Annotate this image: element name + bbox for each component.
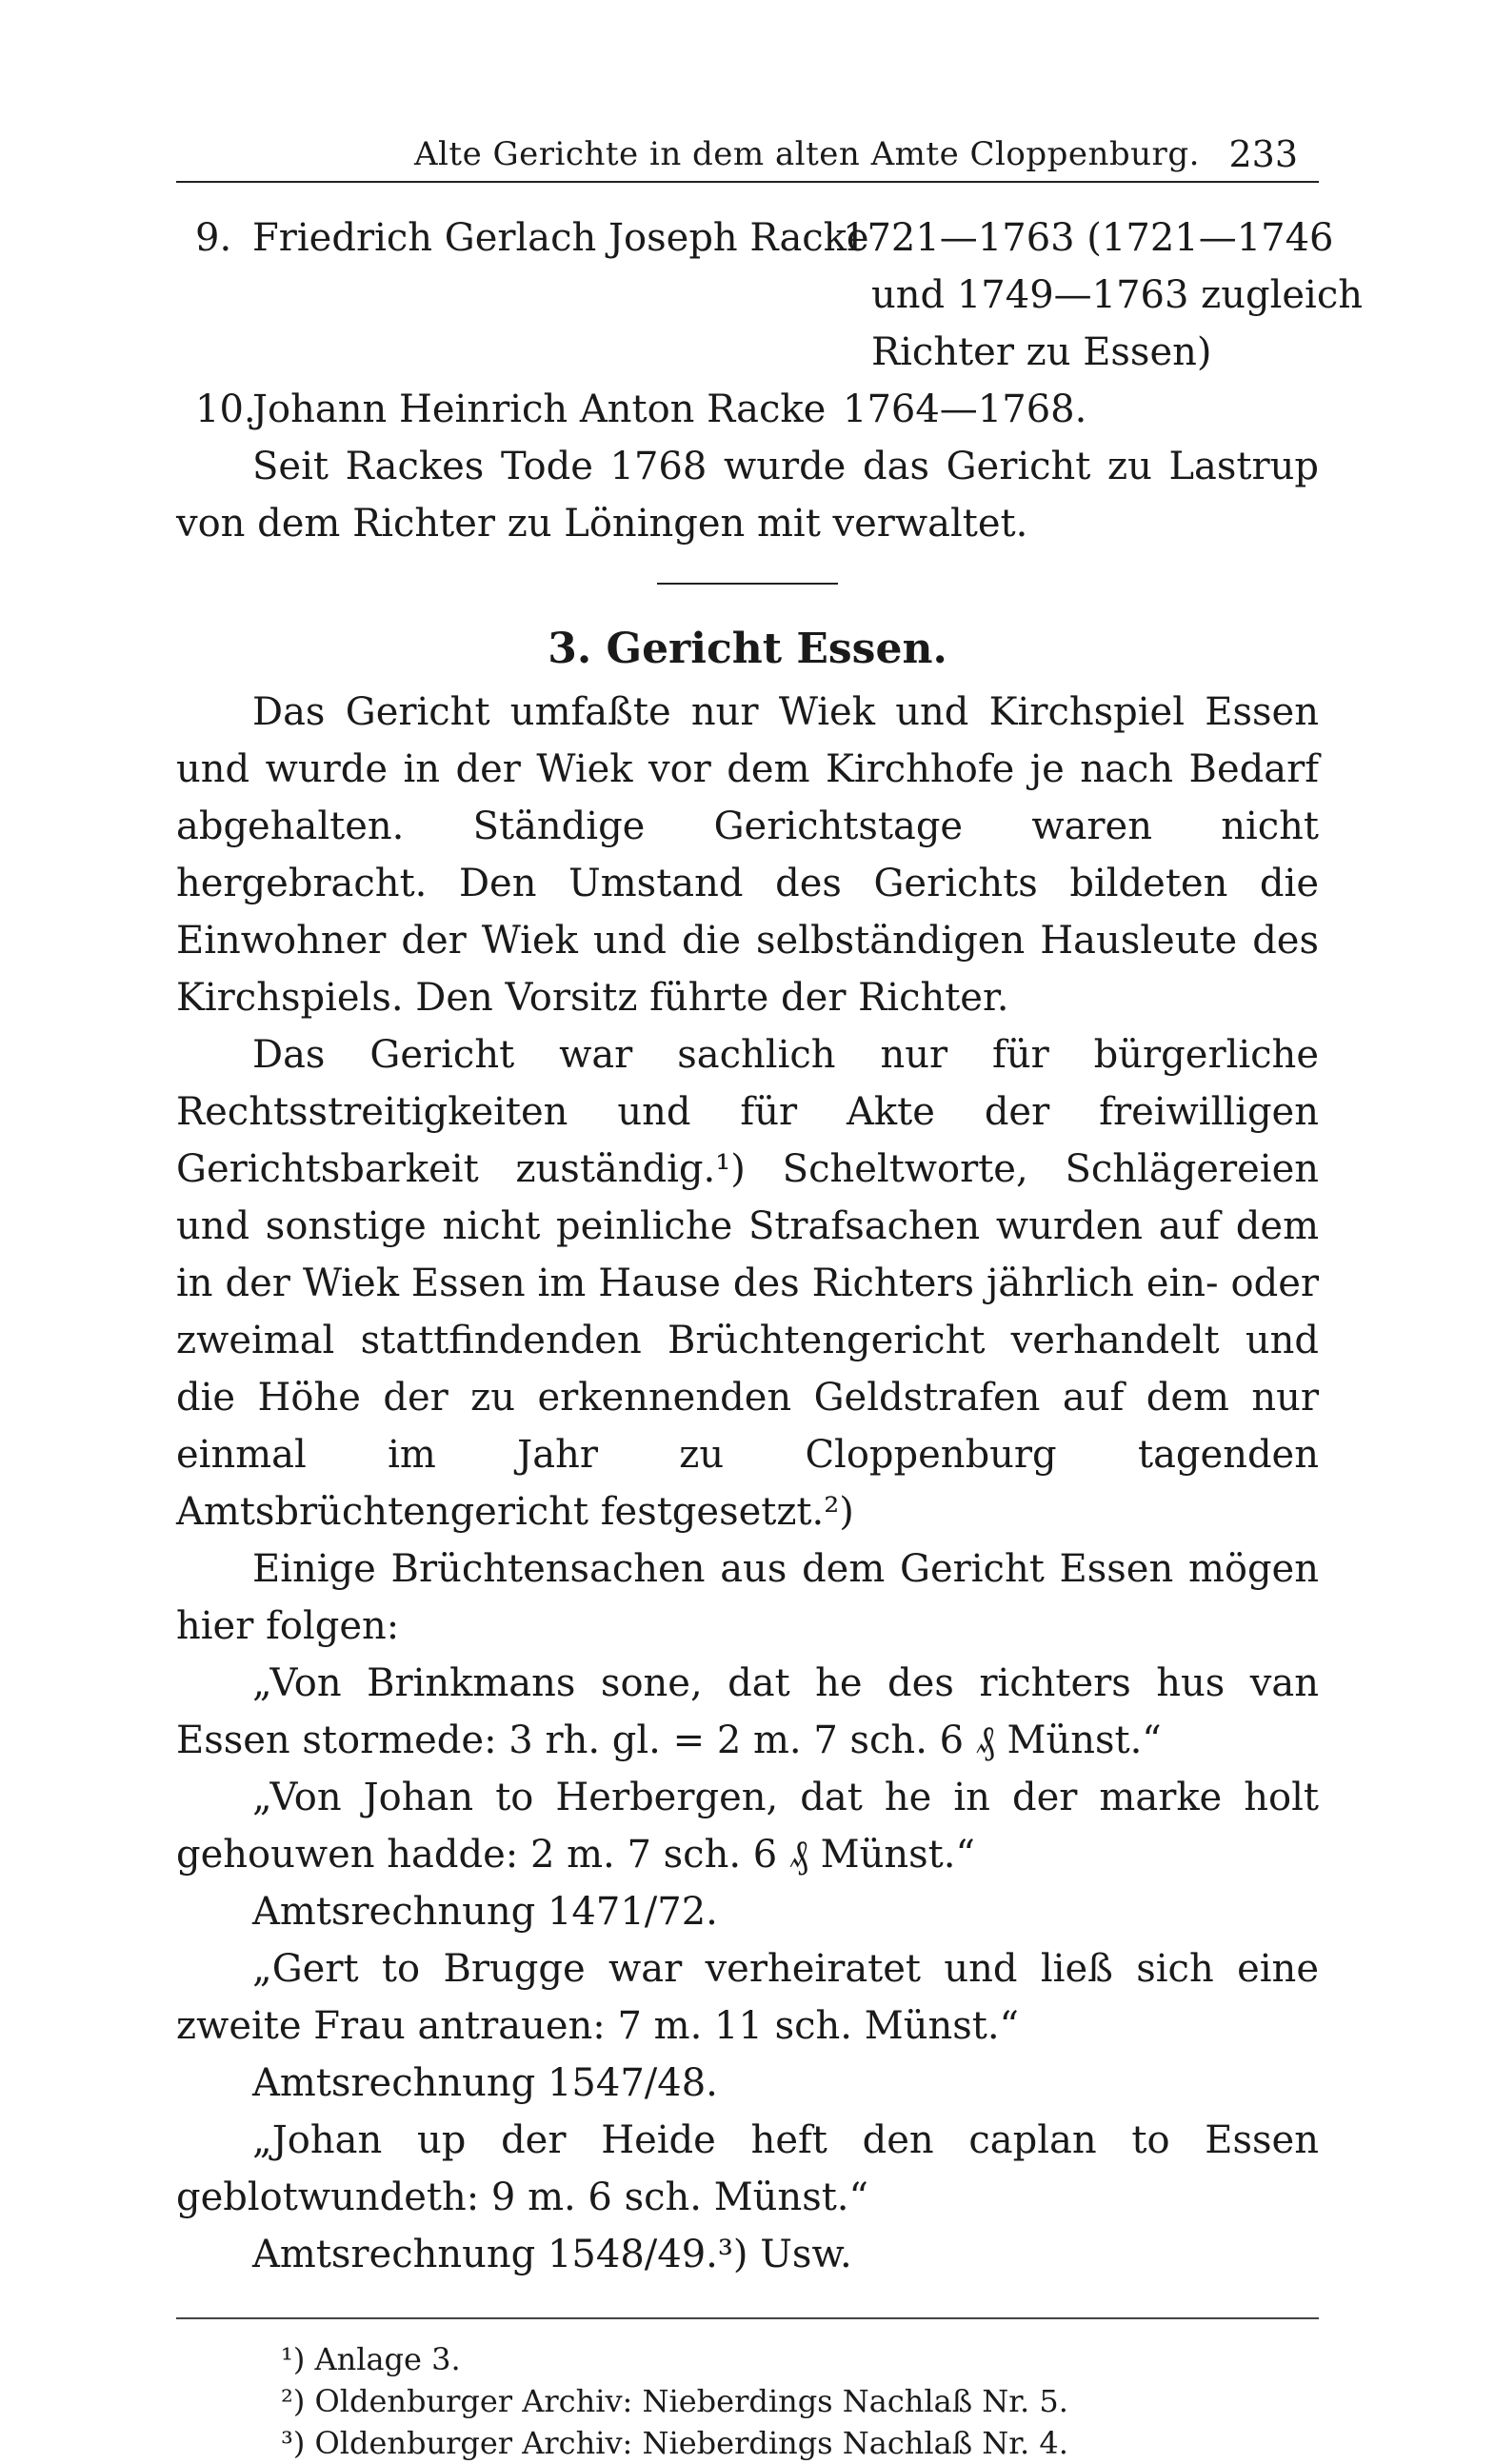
entry-years: 1764—1768. bbox=[843, 387, 1087, 431]
quote: „Von Brinkmans sone, dat he des richters hus van Essen stormede: 3 rh. gl. = 2 m. 7 sch. 6 ₰ Münst.“ bbox=[176, 1661, 1319, 1762]
page-number: 233 bbox=[1228, 133, 1298, 175]
entry-continuation: und 1749—1763 zugleich bbox=[871, 273, 1364, 317]
paragraph: Einige Brüchtensachen aus dem Gericht Essen mögen hier folgen: bbox=[176, 1547, 1319, 1648]
list-item bbox=[176, 381, 1319, 438]
quote-source: Amtsrechnung 1547/48. bbox=[252, 2061, 718, 2105]
quote: „Johan up der Heide heft den caplan to Essen geblotwundeth: 9 m. 6 sch. Münst.“ bbox=[176, 2118, 1319, 2219]
entry-number: 10. bbox=[195, 387, 256, 431]
section-title: 3. Gericht Essen. bbox=[548, 625, 947, 673]
quote: „Von Johan to Herbergen, dat he in der marke holt gehouwen hadde: 2 m. 7 sch. 6 ₰ Münst.“ bbox=[176, 1776, 1319, 1877]
footnote: ²) Oldenburger Archiv: Nieberdings Nachlaß Nr. 5. bbox=[281, 2383, 1068, 2419]
entry-years: 1721—1763 (1721—1746 bbox=[843, 216, 1334, 260]
quote-source: Amtsrechnung 1471/72. bbox=[252, 1890, 718, 1934]
entry-name: Johann Heinrich Anton Racke bbox=[252, 387, 827, 431]
section-divider bbox=[657, 583, 838, 585]
entry-continuation: Richter zu Essen) bbox=[871, 330, 1212, 374]
footnote: ¹) Anlage 3. bbox=[281, 2341, 461, 2377]
entry-name: Friedrich Gerlach Joseph Racke bbox=[252, 216, 869, 260]
footnote: ³) Oldenburger Archiv: Nieberdings Nachlaß Nr. 4. bbox=[281, 2425, 1068, 2461]
running-title: Alte Gerichte in dem alten Amte Cloppenburg. bbox=[414, 135, 1200, 173]
page bbox=[176, 124, 1364, 2464]
paragraph: Das Gericht umfaßte nur Wiek und Kirchspiel Essen und wurde in der Wiek vor dem Kirchhofe je nach Bedarf abgehalten. Ständige Gerichtstage waren nicht hergebracht. Den Umstand des Gerichts bildeten die Einwohner der Wiek und die selbständigen Hausleute des Kirchspiels. Den Vorsitz führte der Richter. bbox=[176, 690, 1319, 1020]
quote-source: Amtsrechnung 1548/49.³) Usw. bbox=[252, 2233, 852, 2276]
paragraph: Seit Rackes Tode 1768 wurde das Gericht zu Lastrup von dem Richter zu Löningen mit verwaltet. bbox=[176, 445, 1319, 546]
footnotes bbox=[176, 2317, 1319, 2464]
page-header bbox=[176, 124, 1319, 183]
entry-number: 9. bbox=[195, 216, 232, 260]
quote: „Gert to Brugge war verheiratet und ließ sich eine zweite Frau antrauen: 7 m. 11 sch. Münst.“ bbox=[176, 1947, 1319, 2048]
list-item bbox=[176, 209, 1334, 267]
paragraph: Das Gericht war sachlich nur für bürgerliche Rechtsstreitigkeiten und für Akte der freiwilligen Gerichtsbarkeit zuständig.¹) Scheltworte, Schlägereien und sonstige nicht peinliche Strafsachen wurden auf dem in der Wiek Essen im Hause des Richters jährlich ein- oder zweimal stattfindenden Brüchtengericht verhandelt und die Höhe der zu erkennenden Geldstrafen auf dem nur einmal im Jahr zu Cloppenburg tagenden Amtsbrüchtengericht festgesetzt.²) bbox=[176, 1033, 1319, 1534]
